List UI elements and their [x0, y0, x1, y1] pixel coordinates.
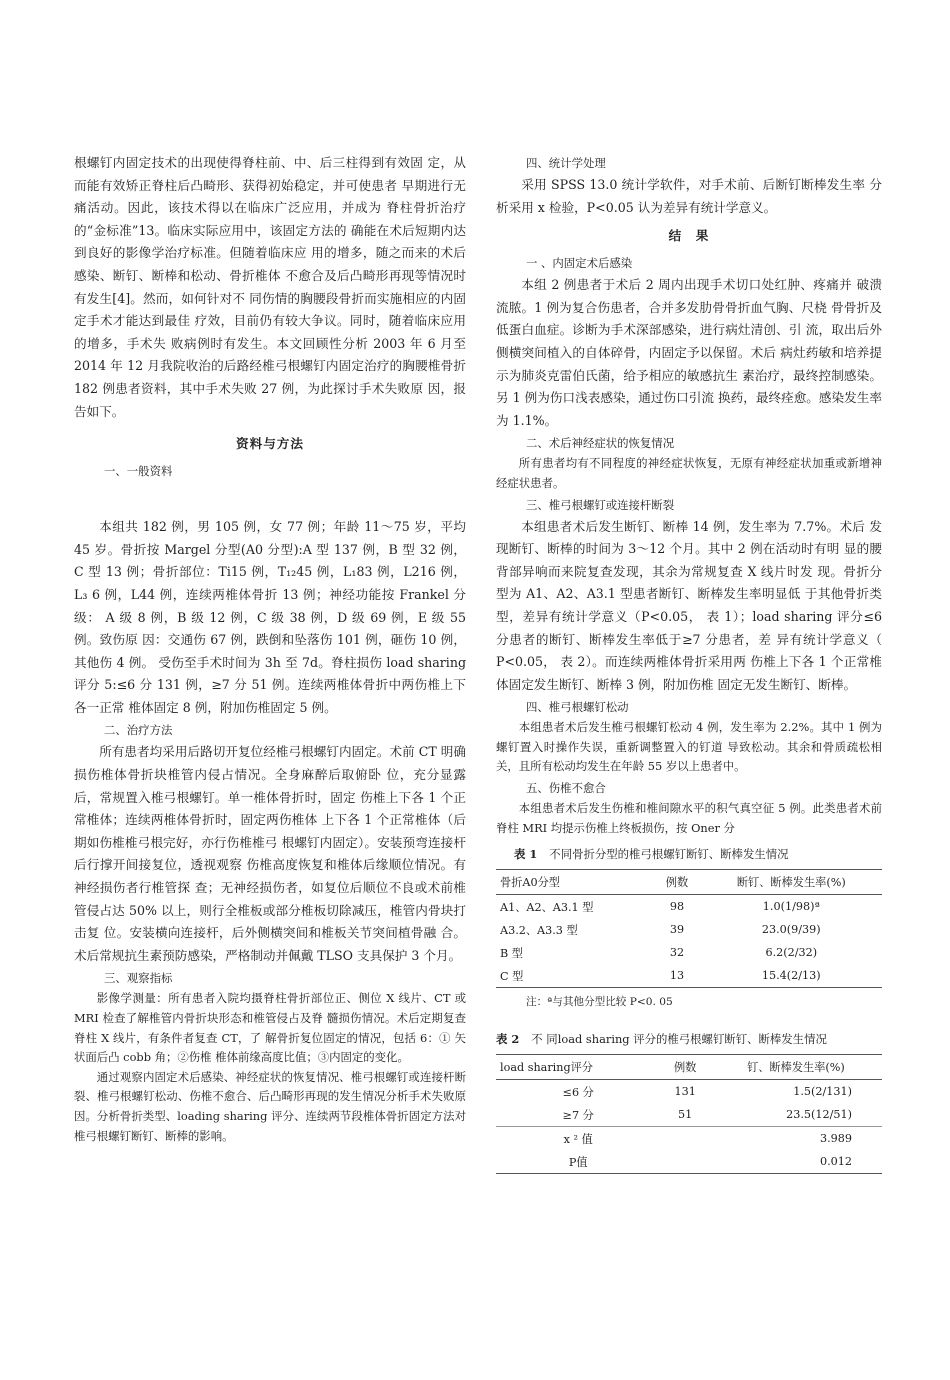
table-cell: C 型: [496, 964, 653, 988]
nonunion-paragraph: 本组患者术后发生伤椎和椎间隙水平的积气真空征 5 例。此类患者术前脊柱 MRI 均提示伤椎上终板损伤，按 Oner 分: [496, 801, 882, 835]
table1: [496, 869, 882, 988]
table2-header: load sharing评分: [496, 1055, 660, 1080]
table-cell: 23.0(9/39): [761, 923, 821, 937]
table-row: [496, 964, 882, 988]
left-column: [74, 152, 466, 1146]
subheading-general: 一、一般资料: [104, 464, 173, 479]
neuro-paragraph: 所有患者均有不同程度的神经症状恢复，无原有神经症状加重或新增神经症状患者。: [496, 456, 882, 490]
table2-header-row: [496, 1055, 882, 1080]
table-cell-empty: [660, 1127, 709, 1151]
table1-header: 断钉、断棒发生率(%): [701, 870, 882, 895]
subheading-nonunion: 五、伤椎不愈合: [526, 781, 606, 796]
table-row: [496, 1150, 882, 1174]
table-cell: 6.2(2/32): [765, 946, 818, 960]
table-cell: 39: [669, 923, 685, 937]
table1-caption-text: 不同骨折分型的椎弓根螺钉断钉、断棒发生情况: [549, 847, 789, 862]
subheading-loosening: 四、椎弓根螺钉松动: [526, 700, 629, 715]
table2-label: 表 2: [496, 1032, 520, 1047]
subheading-neuro: 二、术后神经症状的恢复情况: [526, 436, 675, 451]
table-cell: 131: [674, 1085, 696, 1099]
table-row: [496, 1103, 882, 1127]
treatment-paragraph: 所有患者均采用后路切开复位经椎弓根螺钉内固定。术前 CT 明确损伤椎体骨折块椎管内侵占情况。全身麻醉后取俯卧 位，充分显露后，常规置入椎弓根螺钉。单一椎体骨折时，固定 伤椎上下各 1 个正常椎体；连续两椎体骨折时，固定两伤椎体 上下各 1 个正常椎体（后期如伤椎椎弓根完好，亦行伤椎椎弓 根螺钉内固定）。安装预弯连接杆后行撑开间接复位，透视观察 伤椎高度恢复和椎体后缘顺位情况。有神经损伤者行椎管探 查；无神经损伤者，如复位后顺位不良或术前椎管侵占达 50% 以上，则行全椎板或部分椎板切除减压，椎管内骨块打击复 位。安装横向连接杆，后外侧横突间和椎板关节突间植骨融 合。术后常规抗生素预防感染，严格制动并佩戴 TLSO 支具保护 3 个月。: [74, 744, 466, 963]
table2-caption-text: 不 同load sharing 评分的椎弓根螺钉断钉、断棒发生情况: [531, 1032, 827, 1047]
table-row: [496, 895, 882, 919]
table-cell: 3.989: [710, 1127, 882, 1151]
observation-paragraph-2: 通过观察内固定术后感染、神经症状的恢复情况、椎弓根螺钉或连接杆断裂、椎弓根螺钉松动、伤椎不愈合、后凸畸形再现的发生情况分析手术失败原因。分析骨折类型、loading sharing 评分、连续两节段椎体骨折固定方法对椎弓根螺钉断钉、断棒的影响。: [74, 1069, 466, 1143]
table-cell: 98: [669, 900, 685, 914]
table2-caption: [496, 1031, 882, 1048]
table2-header: 例数: [660, 1055, 709, 1080]
general-paragraph: 本组共 182 例，男 105 例，女 77 例；年龄 11～75 岁，平均 45 岁。骨折按 Margel 分型(A0 分型):A 型 137 例，B 型 32 例， C 型 13 例；骨折部位：Ti15 例，T₁₂45 例，L₁83 例，L216 例，L₃ 6 例，L44 例，连续两椎体骨折 13 例；神经功能按 Frankel 分级： A 级 8 例，B 级 12 例，C 级 38 例，D 级 69 例，E 级 55 例。致伤原 因：交通伤 67 例，跌倒和坠落伤 101 例，砸伤 10 例，其他伤 4 例。 受伤至手术时间为 3h 至 7d。脊柱损伤 load sharing 评分 5:≤6 分 131 例，≥7 分 51 例。连续两椎体骨折中两伤椎上下各一正常 椎体固定 8 例，附加伤椎固定 5 例。: [74, 519, 466, 715]
table-cell: 13: [653, 964, 700, 988]
subheading-treatment: 二、治疗方法: [104, 723, 173, 738]
table-cell-empty: [660, 1150, 709, 1174]
table-cell: A3.2、A3.3 型: [500, 923, 578, 937]
statistics-paragraph: 采用 SPSS 13.0 统计学软件，对手术前、后断钉断棒发生率 分析采用 x 检验，P<0.05 认为差异有统计学意义。: [496, 177, 882, 215]
table-cell: A1、A2、A3.1 型: [500, 900, 594, 914]
table-cell: 0.012: [710, 1150, 882, 1174]
blank-space: [74, 482, 466, 516]
table1-caption: [496, 846, 882, 863]
subheading-statistics: 四、统计学处理: [526, 156, 606, 170]
table-cell: ≤6 分: [562, 1085, 594, 1099]
table1-header: 骨折A0分型: [496, 870, 653, 895]
table-cell: x ² 值: [496, 1127, 660, 1151]
table-cell: 1.5(2/131): [793, 1085, 852, 1099]
table-cell: 1.0(1/98)ª: [762, 900, 820, 914]
section-title-materials-methods: 资料与方法: [236, 436, 304, 452]
table-cell: B 型: [500, 946, 523, 960]
table-row: [496, 941, 882, 964]
table1-header-row: [496, 870, 882, 895]
table2-header: 钉、断棒发生率(%): [710, 1055, 882, 1080]
table1-note: 注：ª与其他分型比较 P<0. 05: [526, 996, 673, 1009]
table1-header: 例数: [653, 870, 700, 895]
table-row: [496, 1127, 882, 1151]
infection-paragraph: 本组 2 例患者于术后 2 周内出现手术切口处红肿、疼痛并 破溃流脓。1 例为复合伤患者，合并多发肋骨骨折血气胸、尺桡 骨骨折及低蛋白血症。诊断为手术深部感染，进行病灶清创、引 流，取出后外侧横突间植入的自体碎骨，内固定予以保留。术后 病灶药敏和培养提示为肺炎克雷伯氏菌，给予相应的敏感抗生 素治疗，最终控制感染。另 1 例为伤口浅表感染，通过伤口引流 换药，最终痊愈。感染发生率为 1.1%。: [496, 277, 882, 428]
loosening-paragraph: 本组患者术后发生椎弓根螺钉松动 4 例，发生率为 2.2%。其中 1 例为螺钉置入时操作失误，重新调整置入的钉道 导致松动。其余和骨质疏松相关，且所有松动均发生在年龄 55 岁以上患者中。: [496, 720, 882, 774]
breakage-paragraph: 本组患者术后发生断钉、断棒 14 例，发生率为 7.7%。术后 发现断钉、断棒的时间为 3～12 个月。其中 2 例在活动时有明 显的腰背部异响而来院复查发现，其余为常规复查 X 线片时发 现。骨折分型为 A1、A2、A3.1 型患者断钉、断棒发生率明显低 于其他骨折类型，差异有统计学意义（P<0.05， 表 1）；load sharing 评分≤6 分患者的断钉、断棒发生率低于≥7 分患者，差 异有统计学意义（ P<0.05， 表 2）。而连续两椎体骨折采用两 伤椎上下各 1 个正常椎体固定发生断钉、断棒 3 例，附加伤椎 固定无发生断钉、断棒。: [496, 518, 882, 692]
section-title-results: 结 果: [668, 228, 710, 244]
table-cell: 23.5(12/51): [786, 1108, 852, 1122]
table-row: [496, 1080, 882, 1104]
subheading-breakage: 三、椎弓根螺钉或连接杆断裂: [526, 497, 675, 512]
table-cell: 51: [678, 1108, 693, 1122]
subheading-infection: 一 、内固定术后感染: [526, 256, 633, 271]
right-column: [496, 152, 882, 1174]
table-row: [496, 918, 882, 941]
table1-label: 表 1: [514, 847, 538, 862]
table-cell: ≥7 分: [562, 1108, 594, 1122]
intro-paragraph: 根螺钉内固定技术的出现使得脊柱前、中、后三柱得到有效固 定，从而能有效矫正脊柱后凸畸形、获得初始稳定，并可使患者 早期进行无痛活动。因此，该技术得以在临床广泛应用，并成为 脊柱骨折治疗的“金标准”13。临床实际应用中，该固定方法的 确能在术后短期内达到良好的影像学治疗标准。但随着临床应 用的增多，随之而来的术后感染、断钉、断棒和松动、骨折椎体 不愈合及后凸畸形再现等情况时有发生[4]。然而，如何针对不 同伤情的胸腰段骨折而实施相应的内固定手术才能达到最佳 疗效，目前仍有较大争议。同时，随着临床应用的增多，手术失 败病例时有发生。本文回顾性分析 2003 年 6 月至 2014 年 12 月我院收治的后路经椎弓根螺钉内固定治疗的胸腰椎骨折 182 例患者资料，其中手术失败 27 例，为此探讨手术失败原 因，报告如下。: [74, 155, 466, 419]
table2: [496, 1054, 882, 1174]
table-cell: P值: [496, 1150, 660, 1174]
table-cell: 32: [669, 946, 685, 960]
observation-paragraph-1: 影像学测量：所有患者入院均摄脊柱骨折部位正、侧位 X 线片、CT 或 MRI 检查了解椎管内骨折块形态和椎管侵占及脊 髓损伤情况。术后定期复查脊柱 X 线片，有条件者复查 CT，了 解骨折复位固定的情况，包括 6：① 矢状面后凸 cobb 角；②伤椎 椎体前缘高度比值；③内固定的变化。: [74, 991, 466, 1065]
subheading-observation: 三、观察指标: [104, 971, 173, 986]
table-cell: 15.4(2/13): [701, 964, 882, 988]
